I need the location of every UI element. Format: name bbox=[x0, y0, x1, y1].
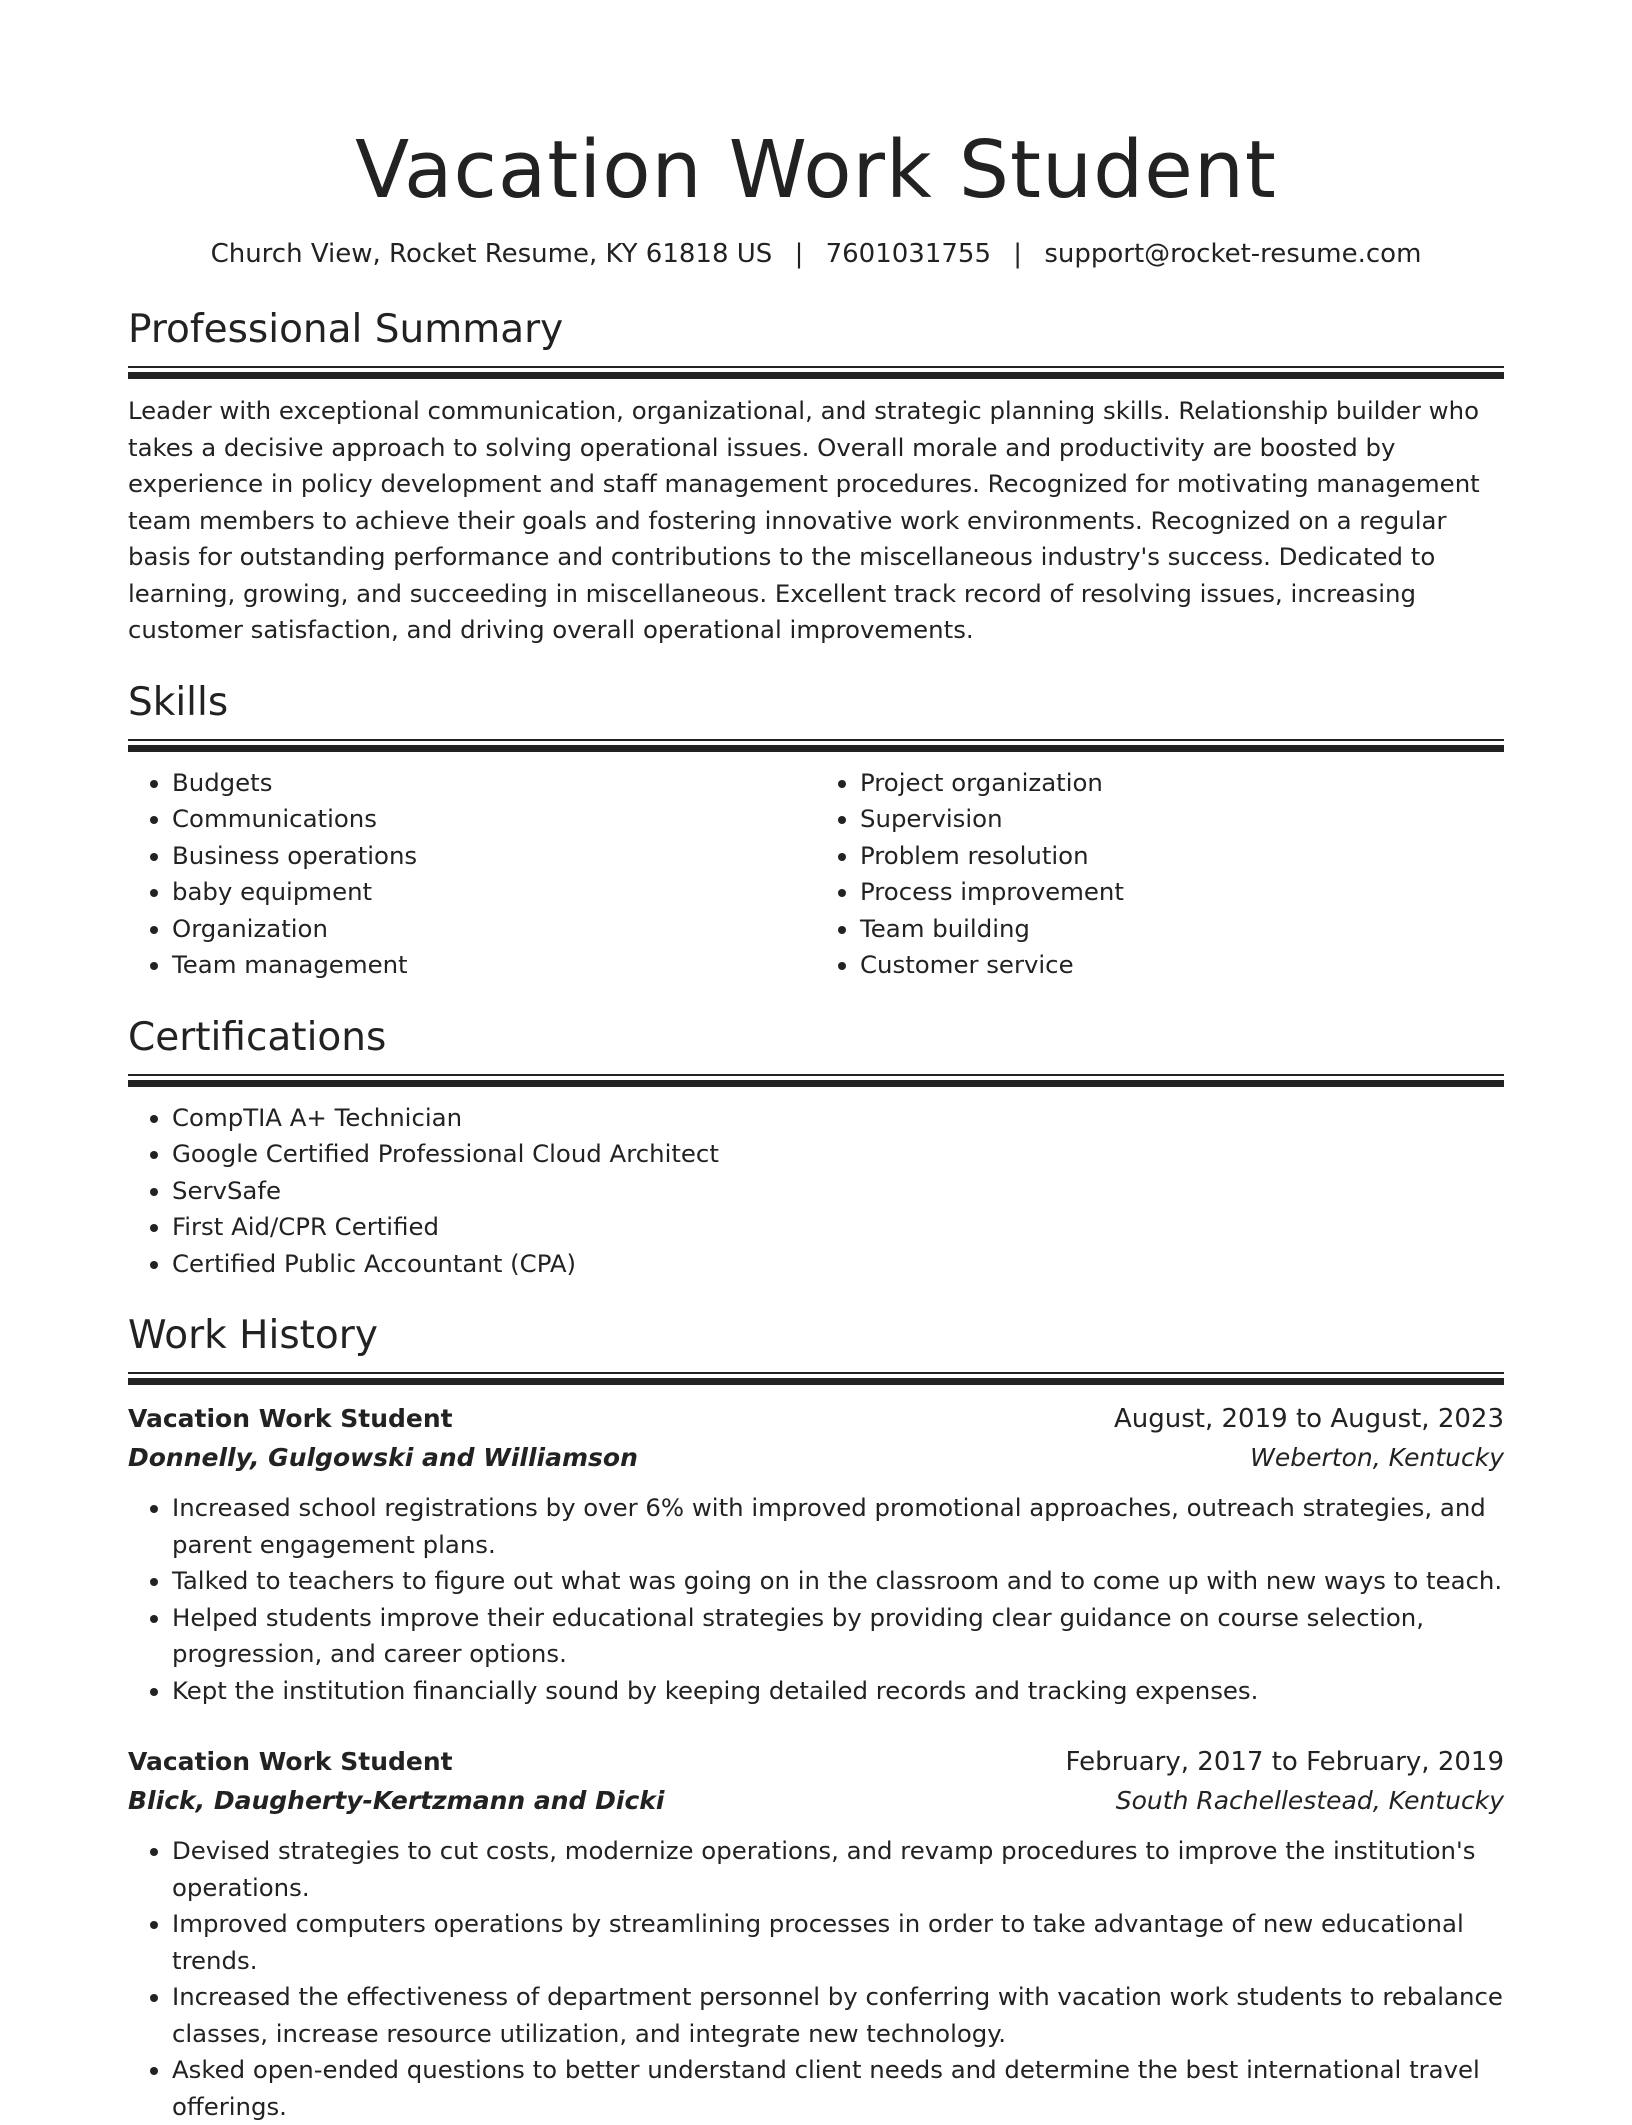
certification-item: • First Aid/CPR Certified bbox=[172, 1209, 1504, 1246]
section-divider bbox=[128, 1372, 1504, 1378]
skill-item: • Problem resolution bbox=[860, 838, 1504, 875]
job-header-row bbox=[128, 1743, 1504, 1781]
certifications-list bbox=[128, 1100, 1504, 1283]
skill-item: • Project organization bbox=[860, 765, 1504, 802]
certifications-section bbox=[128, 1014, 1504, 1283]
job-header-row bbox=[128, 1400, 1504, 1438]
skills-heading: Skills bbox=[128, 679, 229, 725]
skill-item: • Process improvement bbox=[860, 874, 1504, 911]
job-bullet: • Increased the effectiveness of department personnel by conferring with vacation work students to rebalance classes, increase resource utilization, and integrate new technology. bbox=[172, 1979, 1504, 2052]
summary-section bbox=[128, 306, 1504, 649]
job-company-row bbox=[128, 1781, 1504, 1821]
work-history-heading: Work History bbox=[128, 1313, 378, 1358]
job-title: Vacation Work Student bbox=[128, 1404, 453, 1433]
skill-item: • Team building bbox=[860, 911, 1504, 948]
job-bullet: • Helped students improve their educational strategies by providing clear guidance on course selection, progression, and career options. bbox=[172, 1600, 1504, 1673]
job-bullets bbox=[128, 1833, 1504, 2125]
contact-address: Church View, Rocket Resume, KY 61818 US bbox=[210, 239, 773, 269]
certification-item: • Google Certified Professional Cloud Architect bbox=[172, 1136, 1504, 1173]
section-divider bbox=[128, 366, 1504, 372]
job-bullet: • Devised strategies to cut costs, modernize operations, and revamp procedures to improve the institution's operations. bbox=[172, 1833, 1504, 1906]
job-bullet: • Increased school registrations by over 6% with improved promotional approaches, outreach strategies, and parent engagement plans. bbox=[172, 1490, 1504, 1563]
certifications-heading: Certifications bbox=[128, 1014, 387, 1060]
contact-line bbox=[128, 236, 1504, 272]
job-title: Vacation Work Student bbox=[128, 1747, 453, 1776]
job-bullet: • Asked open-ended questions to better understand client needs and determine the best international travel offerings. bbox=[172, 2052, 1504, 2125]
certification-item: • ServSafe bbox=[172, 1173, 1504, 1210]
certification-item: • CompTIA A+ Technician bbox=[172, 1100, 1504, 1137]
job-company: Blick, Daugherty-Kertzmann and Dicki bbox=[128, 1786, 665, 1815]
summary-text: Leader with exceptional communication, organizational, and strategic planning skills. Relationship builder who takes a decisive approach to solving operational issues. Overall morale and productivity are boosted by experience in policy development and staff management procedures. Recognized for motivating management team members to achieve their goals and fostering innovative work environments. Recognized on a regular basis for outstanding performance and contributions to the miscellaneous industry's success. Dedicated to learning, growing, and succeeding in miscellaneous. Excellent track record of resolving issues, increasing customer satisfaction, and driving overall operational improvements. bbox=[128, 396, 1480, 644]
job-entry bbox=[128, 1743, 1504, 2125]
skill-item: • Team management bbox=[172, 947, 816, 984]
job-dates: February, 2017 to February, 2019 bbox=[1065, 1747, 1504, 1777]
section-divider bbox=[128, 1074, 1504, 1080]
contact-separator: | bbox=[794, 239, 804, 269]
job-dates: August, 2019 to August, 2023 bbox=[1114, 1404, 1504, 1434]
job-location: Weberton, Kentucky bbox=[1250, 1443, 1504, 1472]
skill-item: • Business operations bbox=[172, 838, 816, 875]
skill-item: • Budgets bbox=[172, 765, 816, 802]
job-bullet: • Talked to teachers to figure out what was going on in the classroom and to come up with new ways to teach. bbox=[172, 1563, 1504, 1600]
job-company-row bbox=[128, 1438, 1504, 1478]
job-location: South Rachellestead, Kentucky bbox=[1115, 1786, 1504, 1815]
section-divider bbox=[128, 739, 1504, 745]
job-bullet: • Improved computers operations by streamlining processes in order to take advantage of new educational trends. bbox=[172, 1906, 1504, 1979]
contact-separator: | bbox=[1013, 239, 1023, 269]
summary-heading: Professional Summary bbox=[128, 307, 564, 352]
skills-grid bbox=[128, 765, 1504, 984]
skill-item: • Communications bbox=[172, 801, 816, 838]
skill-item: • Customer service bbox=[860, 947, 1504, 984]
contact-email: support@rocket-resume.com bbox=[1044, 239, 1422, 269]
certification-item: • Certified Public Accountant (CPA) bbox=[172, 1246, 1504, 1283]
job-entry bbox=[128, 1400, 1504, 1709]
contact-phone: 7601031755 bbox=[825, 239, 992, 269]
job-company: Donnelly, Gulgowski and Williamson bbox=[128, 1443, 638, 1472]
skills-column-right bbox=[816, 765, 1504, 984]
work-history-section bbox=[128, 1312, 1504, 2125]
skill-item: • Supervision bbox=[860, 801, 1504, 838]
job-bullets bbox=[128, 1490, 1504, 1709]
job-bullet: • Kept the institution financially sound by keeping detailed records and tracking expenses. bbox=[172, 1673, 1504, 1710]
skill-item: • Organization bbox=[172, 911, 816, 948]
skill-item: • baby equipment bbox=[172, 874, 816, 911]
skills-section bbox=[128, 679, 1504, 984]
resume-name: Vacation Work Student bbox=[355, 124, 1277, 216]
skills-column-left bbox=[128, 765, 816, 984]
